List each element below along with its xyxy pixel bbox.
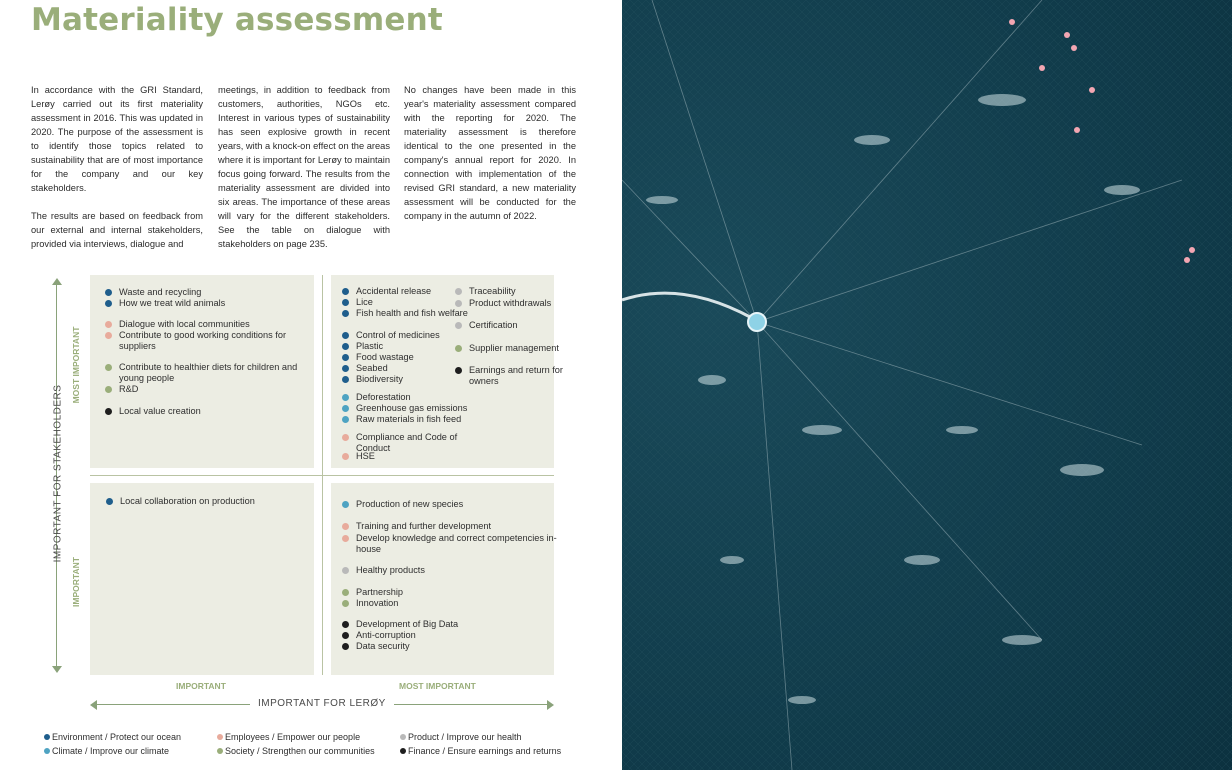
arrow-up-icon bbox=[52, 278, 62, 285]
category-dot-icon bbox=[342, 365, 349, 372]
matrix-item bbox=[105, 362, 319, 383]
matrix-item-label: Biodiversity bbox=[356, 374, 403, 384]
category-dot-icon bbox=[342, 405, 349, 412]
matrix-item-label: Control of medicines bbox=[356, 330, 440, 340]
matrix-item bbox=[342, 403, 468, 414]
matrix-item-label: Local collaboration on production bbox=[120, 496, 255, 506]
category-dot-icon bbox=[455, 322, 462, 329]
matrix-item bbox=[342, 374, 468, 385]
matrix-item-label: Deforestation bbox=[356, 392, 411, 402]
matrix-item-label: Product withdrawals bbox=[469, 298, 552, 308]
legend-dot-icon bbox=[400, 734, 406, 740]
matrix-item-label: Contribute to healthier diets for children and young people bbox=[119, 362, 298, 383]
fish-pen-aerial-photo bbox=[622, 0, 1232, 770]
category-dot-icon bbox=[342, 501, 349, 508]
category-dot-icon bbox=[342, 376, 349, 383]
category-dot-icon bbox=[105, 321, 112, 328]
legend-item bbox=[44, 746, 169, 756]
category-dot-icon bbox=[342, 434, 349, 441]
matrix-item-label: Local value creation bbox=[119, 406, 201, 416]
matrix-item-label: Develop knowledge and correct competencies in-house bbox=[356, 533, 557, 554]
category-dot-icon bbox=[342, 567, 349, 574]
arrow-down-icon bbox=[52, 666, 62, 673]
matrix-item-label: Supplier management bbox=[469, 343, 559, 353]
matrix-item bbox=[342, 587, 561, 598]
fish-pen-illustration bbox=[622, 0, 1232, 770]
legend-dot-icon bbox=[44, 748, 50, 754]
matrix-item bbox=[105, 406, 319, 417]
matrix-item bbox=[105, 330, 319, 351]
category-dot-icon bbox=[342, 621, 349, 628]
legend-dot-icon bbox=[44, 734, 50, 740]
legend-label: Employees / Empower our people bbox=[225, 732, 361, 742]
category-dot-icon bbox=[105, 300, 112, 307]
intro-paragraph: meetings, in addition to feedback from customers, authorities, NGOs etc. Interest in various types of sustainability has seen explosive growth in recent years, with a knock-on effect on the areas where it is important for Lerøy to maintain focus going forward. The results from the materiality assessment are divided into six areas. The importance of these areas will vary for the different stakeholders. See the table on dialogue with stakeholders on page 235. bbox=[218, 85, 390, 249]
arrow-right-icon bbox=[547, 700, 554, 710]
matrix-item-label: Accidental release bbox=[356, 286, 432, 296]
y-axis-important: IMPORTANT bbox=[71, 557, 81, 607]
matrix-item bbox=[455, 320, 565, 331]
matrix-item bbox=[342, 641, 561, 652]
matrix-item bbox=[342, 521, 561, 532]
legend-item bbox=[217, 746, 375, 756]
matrix-item bbox=[342, 499, 561, 510]
matrix-item-label: Development of Big Data bbox=[356, 619, 459, 629]
matrix-item-label: Greenhouse gas emissions bbox=[356, 403, 468, 413]
category-dot-icon bbox=[342, 354, 349, 361]
y-axis-label: IMPORTANT FOR STAKEHOLDERS bbox=[52, 384, 64, 563]
matrix-item-label: Traceability bbox=[469, 286, 516, 296]
legend-item bbox=[400, 746, 561, 756]
matrix-item bbox=[342, 392, 468, 403]
matrix-item bbox=[105, 298, 319, 309]
matrix-item-label: Training and further development bbox=[356, 521, 491, 531]
legend-dot-icon bbox=[400, 748, 406, 754]
matrix-item-label: Partnership bbox=[356, 587, 403, 597]
intro-column-3 bbox=[404, 83, 576, 237]
legend-dot-icon bbox=[217, 734, 223, 740]
matrix-item bbox=[105, 287, 319, 298]
matrix-item bbox=[342, 533, 561, 554]
matrix-item-label: Plastic bbox=[356, 341, 384, 351]
legend-label: Climate / Improve our climate bbox=[52, 746, 170, 756]
intro-paragraph: The results are based on feedback from our external and internal stakeholders, provided via interviews, dialogue and bbox=[31, 211, 203, 249]
matrix-item-label: Compliance and Code of Conduct bbox=[356, 432, 458, 453]
category-dot-icon bbox=[105, 289, 112, 296]
category-dot-icon bbox=[342, 332, 349, 339]
matrix-item-label: Earnings and return for owners bbox=[469, 365, 563, 386]
matrix-divider-vertical bbox=[322, 275, 323, 675]
category-dot-icon bbox=[342, 288, 349, 295]
x-axis-label: IMPORTANT FOR LERØY bbox=[250, 698, 394, 709]
category-dot-icon bbox=[342, 523, 349, 530]
matrix-item bbox=[342, 286, 468, 297]
matrix-item bbox=[342, 619, 561, 630]
legend-dot-icon bbox=[217, 748, 223, 754]
matrix-item-label: R&D bbox=[119, 384, 139, 394]
matrix-item-label: Food wastage bbox=[356, 352, 414, 362]
category-dot-icon bbox=[342, 589, 349, 596]
category-dot-icon bbox=[105, 364, 112, 371]
matrix-item bbox=[342, 330, 468, 341]
matrix-item bbox=[455, 286, 565, 297]
legend-label: Society / Strengthen our communities bbox=[225, 746, 375, 756]
matrix-item bbox=[342, 341, 468, 352]
category-dot-icon bbox=[342, 343, 349, 350]
intro-column-1 bbox=[31, 83, 203, 265]
matrix-item bbox=[342, 432, 468, 453]
matrix-item-label: How we treat wild animals bbox=[119, 298, 226, 308]
intro-column-2 bbox=[218, 83, 390, 265]
category-dot-icon bbox=[106, 498, 113, 505]
matrix-item-label: Certification bbox=[469, 320, 518, 330]
matrix-item bbox=[455, 365, 565, 386]
matrix-item bbox=[455, 343, 565, 354]
category-dot-icon bbox=[455, 345, 462, 352]
matrix-item bbox=[342, 565, 561, 576]
intro-paragraph: No changes have been made in this year's materiality assessment compared with the reporting for 2020. The materiality assessment is therefore identical to the one presented in the company's annual report for 2020. In connection with implementation of the revised GRI standard, a new materiality assessment will be conducted for the company in the autumn of 2022. bbox=[404, 85, 576, 221]
matrix-item bbox=[455, 298, 565, 309]
legend-item bbox=[44, 732, 181, 742]
matrix-item-label: Fish health and fish welfare bbox=[356, 308, 468, 318]
category-dot-icon bbox=[455, 367, 462, 374]
matrix-item-label: Data security bbox=[356, 641, 410, 651]
legend-label: Environment / Protect our ocean bbox=[52, 732, 182, 742]
category-dot-icon bbox=[342, 394, 349, 401]
matrix-item bbox=[342, 451, 468, 462]
legend-item bbox=[400, 732, 522, 742]
category-dot-icon bbox=[342, 416, 349, 423]
category-dot-icon bbox=[105, 386, 112, 393]
category-dot-icon bbox=[455, 300, 462, 307]
matrix-item bbox=[342, 297, 468, 308]
matrix-item bbox=[342, 598, 561, 609]
matrix-item-label: Dialogue with local communities bbox=[119, 319, 250, 329]
matrix-item-label: Contribute to good working conditions for suppliers bbox=[119, 330, 287, 351]
matrix-item-label: HSE bbox=[356, 451, 375, 461]
matrix-item bbox=[342, 630, 561, 641]
matrix-item-label: Waste and recycling bbox=[119, 287, 202, 297]
y-axis-most-important: MOST IMPORTANT bbox=[71, 326, 81, 404]
matrix-item-label: Anti-corruption bbox=[356, 630, 416, 640]
matrix-item-label: Seabed bbox=[356, 363, 388, 373]
category-dot-icon bbox=[105, 408, 112, 415]
matrix-item-label: Lice bbox=[356, 297, 373, 307]
matrix-item bbox=[105, 384, 319, 395]
matrix-item bbox=[342, 352, 468, 363]
category-dot-icon bbox=[342, 600, 349, 607]
category-dot-icon bbox=[455, 288, 462, 295]
intro-paragraph: In accordance with the GRI Standard, Lerøy carried out its first materiality assessment in 2016. This was updated in 2020. The purpose of the assessment is to identify those topics related to sustainability that are of most importance for the company and our key stakeholders. bbox=[31, 85, 203, 193]
x-axis-most-important: MOST IMPORTANT bbox=[399, 681, 476, 691]
legend-item bbox=[217, 732, 360, 742]
matrix-item-label: Production of new species bbox=[356, 499, 464, 509]
category-dot-icon bbox=[342, 453, 349, 460]
matrix-item bbox=[105, 319, 319, 330]
matrix-item bbox=[106, 496, 320, 507]
quadrant-bottom-left bbox=[90, 483, 314, 675]
matrix-item bbox=[342, 414, 468, 425]
matrix-item-label: Raw materials in fish feed bbox=[356, 414, 462, 424]
category-dot-icon bbox=[105, 332, 112, 339]
arrow-left-icon bbox=[90, 700, 97, 710]
matrix-item-label: Healthy products bbox=[356, 565, 425, 575]
x-axis-important: IMPORTANT bbox=[176, 681, 226, 691]
category-dot-icon bbox=[342, 299, 349, 306]
page-title: Materiality assessment bbox=[31, 2, 443, 38]
matrix-item bbox=[342, 363, 468, 374]
legend-label: Finance / Ensure earnings and returns bbox=[408, 746, 562, 756]
category-dot-icon bbox=[342, 632, 349, 639]
category-dot-icon bbox=[342, 643, 349, 650]
matrix-item-label: Innovation bbox=[356, 598, 399, 608]
matrix-item bbox=[342, 308, 468, 319]
category-dot-icon bbox=[342, 535, 349, 542]
category-dot-icon bbox=[342, 310, 349, 317]
legend-label: Product / Improve our health bbox=[408, 732, 522, 742]
